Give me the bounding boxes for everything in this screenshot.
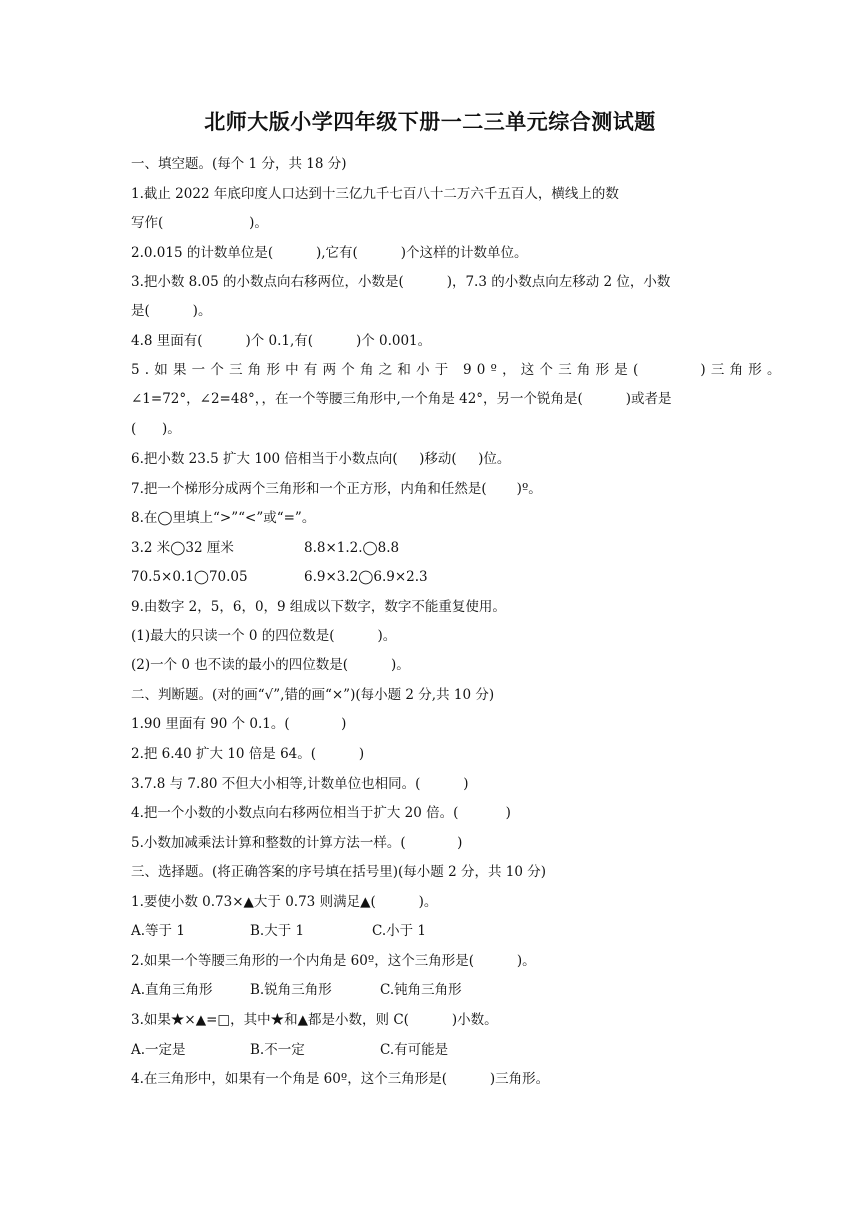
question-text: (2)一个 0 也不读的最小的四位数是( )。 (131, 657, 410, 673)
question-text: 8.在◯里填上“>”“<”或“=”。 (131, 510, 316, 526)
choice-option: A.一定是 (131, 1042, 186, 1058)
comparison-item: 3.2 米◯32 厘米 (131, 540, 234, 556)
choice-option: C.有可能是 (380, 1042, 449, 1058)
section-3-heading: 三、选择题。(将正确答案的序号填在括号里)(每小题 2 分，共 10 分) (131, 864, 546, 880)
section-1-heading: 一、填空题。(每个 1 分，共 18 分) (131, 156, 347, 172)
question-text: 9.由数字 2，5，6，0，9 组成以下数字，数字不能重复使用。 (131, 599, 506, 615)
question-text: 1.90 里面有 90 个 0.1。( ) (131, 716, 347, 732)
question-text: (1)最大的只读一个 0 的四位数是( )。 (131, 628, 397, 644)
page-title: 北师大版小学四年级下册一二三单元综合测试题 (204, 109, 656, 134)
choice-option: B.不一定 (250, 1042, 305, 1058)
question-text: 4.8 里面有( )个 0.1,有( )个 0.001。 (131, 333, 432, 349)
question-text: 1.要使小数 0.73×▲大于 0.73 则满足▲( )。 (131, 894, 438, 910)
choice-option: A.直角三角形 (131, 982, 213, 998)
question-text: 5.小数加减乘法计算和整数的计算方法一样。( ) (131, 835, 463, 851)
question-text: ( )。 (131, 421, 181, 437)
choice-option: C.小于 1 (372, 923, 427, 939)
question-text: 7.把一个梯形分成两个三角形和一个正方形，内角和任然是( )º。 (131, 481, 542, 497)
section-2-heading: 二、判断题。(对的画“√”,错的画“×”)(每小题 2 分,共 10 分) (131, 687, 495, 703)
question-text: 2.0.015 的计数单位是( ),它有( )个这样的计数单位。 (131, 245, 528, 261)
comparison-item: 6.9×3.2◯6.9×2.3 (304, 569, 428, 585)
choice-option: B.锐角三角形 (250, 982, 332, 998)
choice-option: B.大于 1 (250, 923, 305, 939)
question-text: 4.把一个小数的小数点向右移两位相当于扩大 20 倍。( ) (131, 805, 511, 821)
question-text: 2.把 6.40 扩大 10 倍是 64。( ) (131, 746, 365, 762)
question-text: 6.把小数 23.5 扩大 100 倍相当于小数点向( )移动( )位。 (131, 451, 511, 467)
comparison-item: 70.5×0.1◯70.05 (131, 569, 248, 585)
question-text: 2.如果一个等腰三角形的一个内角是 60º，这个三角形是( )。 (131, 953, 536, 969)
question-text: 5.如果一个三角形中有两个角之和小于 90º，这个三角形是( )三角形。 (131, 362, 786, 378)
choice-option: C.钝角三角形 (380, 982, 462, 998)
comparison-item: 8.8×1.2.◯8.8 (304, 540, 400, 556)
question-text: 3.如果★×▲=□，其中★和▲都是小数，则 C( )小数。 (131, 1012, 498, 1028)
question-text: ∠1=72°，∠2=48°，，在一个等腰三角形中,一个角是 42°，另一个锐角是( )或者是 (131, 391, 672, 407)
question-text: 3.把小数 8.05 的小数点向右移两位，小数是( )，7.3 的小数点向左移动 2 位，小数 (131, 274, 671, 290)
question-text: 4.在三角形中，如果有一个角是 60º，这个三角形是( )三角形。 (131, 1071, 550, 1087)
question-text: 3.7.8 与 7.80 不但大小相等,计数单位也相同。( ) (131, 776, 469, 792)
choice-option: A.等于 1 (131, 923, 185, 939)
question-text: 1.截止 2022 年底印度人口达到十三亿九千七百八十二万六千五百人，横线上的数 (131, 186, 619, 202)
question-text: 写作( )。 (131, 215, 268, 231)
question-text: 是( )。 (131, 303, 212, 319)
